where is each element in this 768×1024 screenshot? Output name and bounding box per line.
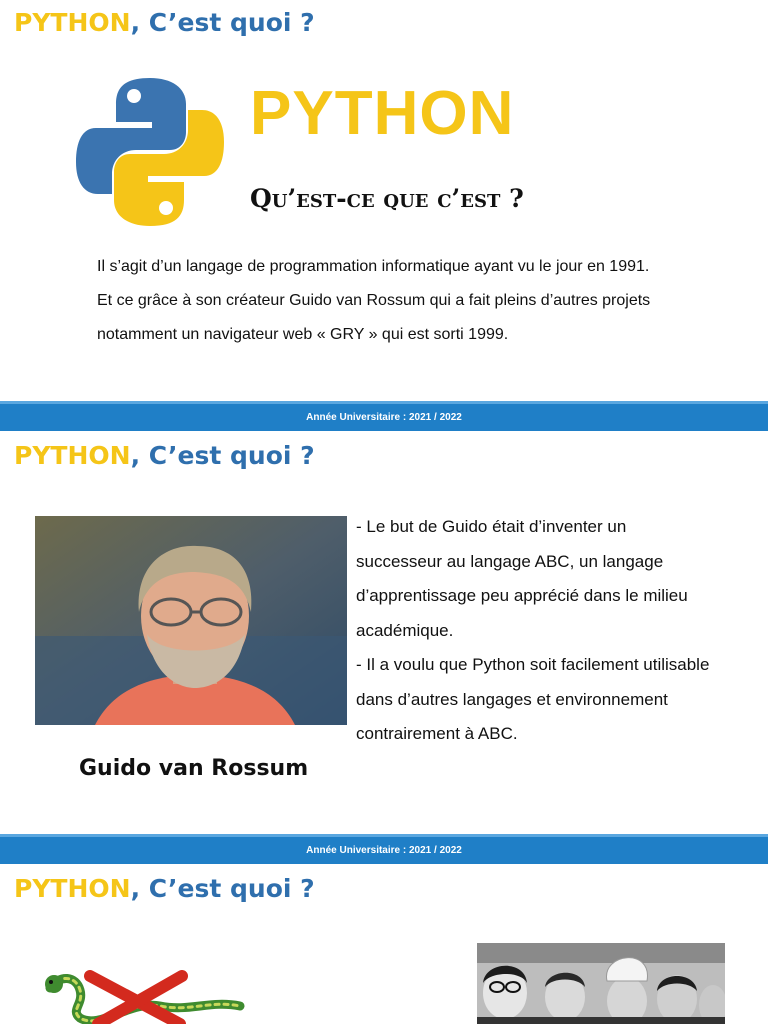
bullet-line: académique. [356,620,454,640]
slide-title [14,441,315,471]
guido-photo [35,516,347,725]
bullet-text [356,510,766,752]
bullet-line: - Il a voulu que Python soit facilement utilisable [356,655,710,674]
bullet-line: successeur au langage ABC, un langage [356,551,664,571]
title-rest: , C’est quoi ? [130,874,315,903]
python-logo-icon [74,76,226,228]
bullet-line: contrairement à ABC. [356,724,518,743]
title-rest: , C’est quoi ? [130,441,315,470]
bullet-line: - Le but de Guido était d’inventer un [356,517,627,536]
paragraph-line: Il s’agit d’un langage de programmation informatique ayant vu le jour en 1991. [97,258,650,275]
footer-text: Année Universitaire : 2021 / 2022 [306,845,462,856]
title-keyword: PYTHON [14,8,131,37]
slide-subtitle: Qu’est-ce que c’est ? [250,184,524,213]
python-wordmark: PYTHON [250,79,515,148]
photo-caption: Guido van Rossum [79,756,309,781]
title-keyword: PYTHON [14,441,131,470]
footer-band [0,401,768,431]
bullet-line: dans d’autres langages et environnement [356,689,668,709]
group-photo [477,943,725,1024]
intro-paragraph [97,250,737,352]
paragraph-line: notamment un navigateur web « GRY » qui est sorti 1999. [97,326,509,343]
paragraph-line: Et ce grâce à son créateur Guido van Rossum qui a fait pleins d’autres projets [97,292,651,309]
slide-title [14,8,315,38]
title-rest: , C’est quoi ? [130,8,315,37]
crossed-snake-icon [40,970,250,1024]
title-keyword: PYTHON [14,874,131,903]
footer-text: Année Universitaire : 2021 / 2022 [306,412,462,423]
bullet-line: d’apprentissage peu apprécié dans le milieu [356,586,688,605]
footer-band [0,834,768,864]
slide-1 [0,0,768,402]
slide-title [14,874,315,904]
